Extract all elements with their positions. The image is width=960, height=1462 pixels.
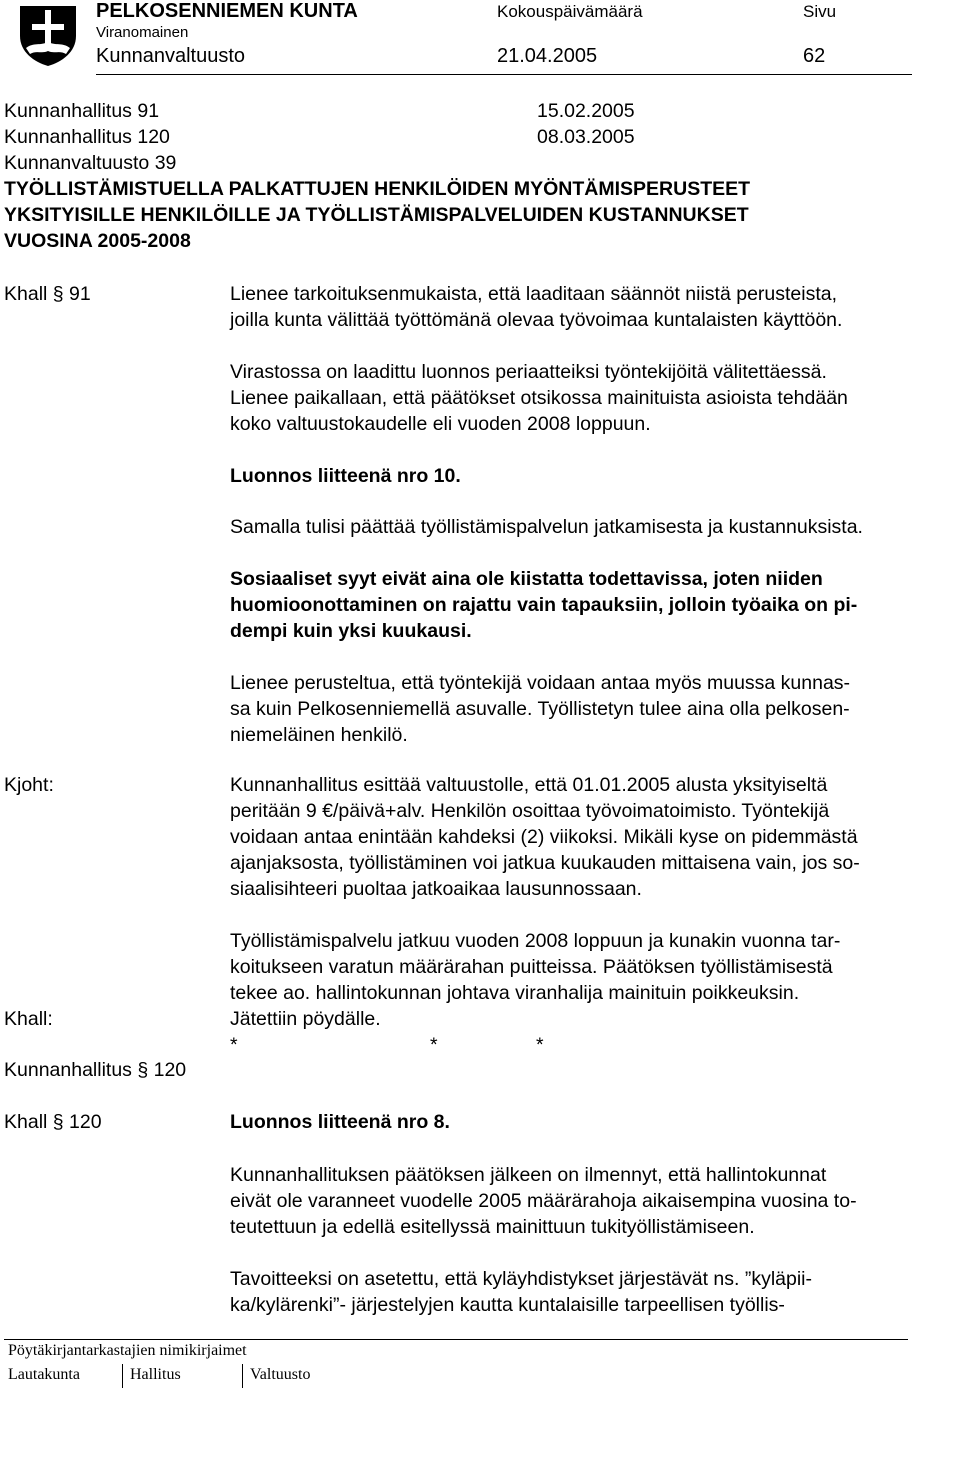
separator-star-2: * xyxy=(430,1034,438,1056)
meeting-date: 21.04.2005 xyxy=(497,45,598,67)
title-line-2: YKSITYISILLE HENKILÖILLE JA TYÖLLISTÄMISPALVELUIDEN KUSTANNUKSET xyxy=(4,204,749,226)
decision-tabled: Jätettiin pöydälle. xyxy=(230,1008,381,1030)
paragraph-11: Kunnanhallituksen päätöksen jälkeen on ilmennyt, että hallintokunnat eivät ole varanneet vuodelle 2005 määrärahoja aikaisempina vuosina to- teutettuun ja edellä esitellyssä mainittuun tukityöllistämiseen. xyxy=(230,1164,857,1238)
paragraph-1: Lienee tarkoituksenmukaista, että laaditaan säännöt niistä perusteista, joilla kunta välittää työttömänä olevaa työvoimaa kuntalaisten käyttöön. xyxy=(230,283,843,331)
paragraph-12: Tavoitteeksi on asetettu, että kyläyhdistykset järjestävät ns. ”kyläpii- ka/kylärenki”- järjestelyjen kautta kuntalaisille tarpeellisen työllis- xyxy=(230,1268,813,1316)
label-khall-120: Khall § 120 xyxy=(4,1111,102,1133)
footer-col-lautakunta: Lautakunta xyxy=(8,1366,80,1383)
label-kh-120: Kunnanhallitus § 120 xyxy=(4,1059,187,1081)
page-number: 62 xyxy=(803,45,826,67)
footer-divider-2 xyxy=(242,1364,243,1388)
separator-star-3: * xyxy=(536,1034,544,1056)
footer-divider-1 xyxy=(122,1364,123,1388)
ref-kh-120: Kunnanhallitus 120 xyxy=(4,126,170,148)
footer-title: Pöytäkirjantarkastajien nimikirjaimet xyxy=(8,1342,247,1359)
attachment-note-10: Luonnos liitteenä nro 10. xyxy=(230,465,461,487)
meeting-date-label: Kokouspäivämäärä xyxy=(497,2,643,21)
page-label: Sivu xyxy=(803,2,837,21)
attachment-note-8: Luonnos liitteenä nro 8. xyxy=(230,1111,450,1133)
authority-label: Viranomainen xyxy=(96,24,189,41)
footer-rule xyxy=(4,1339,908,1340)
ref-kh-120-date: 08.03.2005 xyxy=(537,126,635,148)
ref-kh-91: Kunnanhallitus 91 xyxy=(4,100,160,122)
label-khall-91: Khall § 91 xyxy=(4,283,91,305)
paragraph-5: Sosiaaliset syyt eivät aina ole kiistatta todettavissa, joten niiden huomioonottaminen on rajattu vain tapauksiin, jolloin työaika on pi- dempi kuin yksi kuukausi. xyxy=(230,568,858,642)
coat-of-arms-logo xyxy=(16,2,80,68)
separator-star-1: * xyxy=(230,1034,238,1056)
municipality-name: PELKOSENNIEMEN KUNTA xyxy=(96,0,358,22)
paragraph-4: Samalla tulisi päättää työllistämispalvelun jatkamisesta ja kustannuksista. xyxy=(230,516,863,538)
label-kjoht: Kjoht: xyxy=(4,774,54,796)
label-khall: Khall: xyxy=(4,1008,53,1030)
paragraph-2: Virastossa on laadittu luonnos periaatteiksi työntekijöitä välitettäessä. Lienee paikallaan, että päätökset otsikossa mainituista asioista tehdään koko valtuustokaudelle eli vuoden 2008 loppuun. xyxy=(230,361,848,435)
footer-col-valtuusto: Valtuusto xyxy=(250,1366,311,1383)
header-rule xyxy=(96,74,912,75)
ref-kv-39: Kunnanvaltuusto 39 xyxy=(4,152,177,174)
title-line-3: VUOSINA 2005-2008 xyxy=(4,230,191,252)
paragraph-6: Lienee perusteltua, että työntekijä voidaan antaa myös muussa kunnas- sa kuin Pelkosenniemellä asuvalle. Työllistetyn tulee aina olla pelkosen- niemeläinen henkilö. xyxy=(230,672,851,746)
proposal-paragraph: Kunnanhallitus esittää valtuustolle, että 01.01.2005 alusta yksityiseltä peritään 9 €/päivä+alv. Henkilön osoittaa työvoimatoimisto. Työntekijä voidaan antaa enintään kahdeksi (2) viikoksi. Mikäli kyse on pidemmästä ajanjaksosta, työllistäminen voi jatkua kuukauden mittaisena vain, jos so- siaalisihteeri puoltaa jatkoaikaa lausunnossaan. xyxy=(230,774,860,900)
title-line-1: TYÖLLISTÄMISTUELLA PALKATTUJEN HENKILÖIDEN MYÖNTÄMISPERUSTEET xyxy=(4,178,751,200)
paragraph-8: Työllistämispalvelu jatkuu vuoden 2008 loppuun ja kunakin vuonna tar- koitukseen varatun määrärahan puitteissa. Päätöksen työllistämisestä tekee ao. hallintokunnan johtava viranhalija mainituin poikkeuksin. xyxy=(230,930,841,1004)
footer-col-hallitus: Hallitus xyxy=(130,1366,181,1383)
ref-kh-91-date: 15.02.2005 xyxy=(537,100,635,122)
meeting-body: Kunnanvaltuusto xyxy=(96,45,246,67)
